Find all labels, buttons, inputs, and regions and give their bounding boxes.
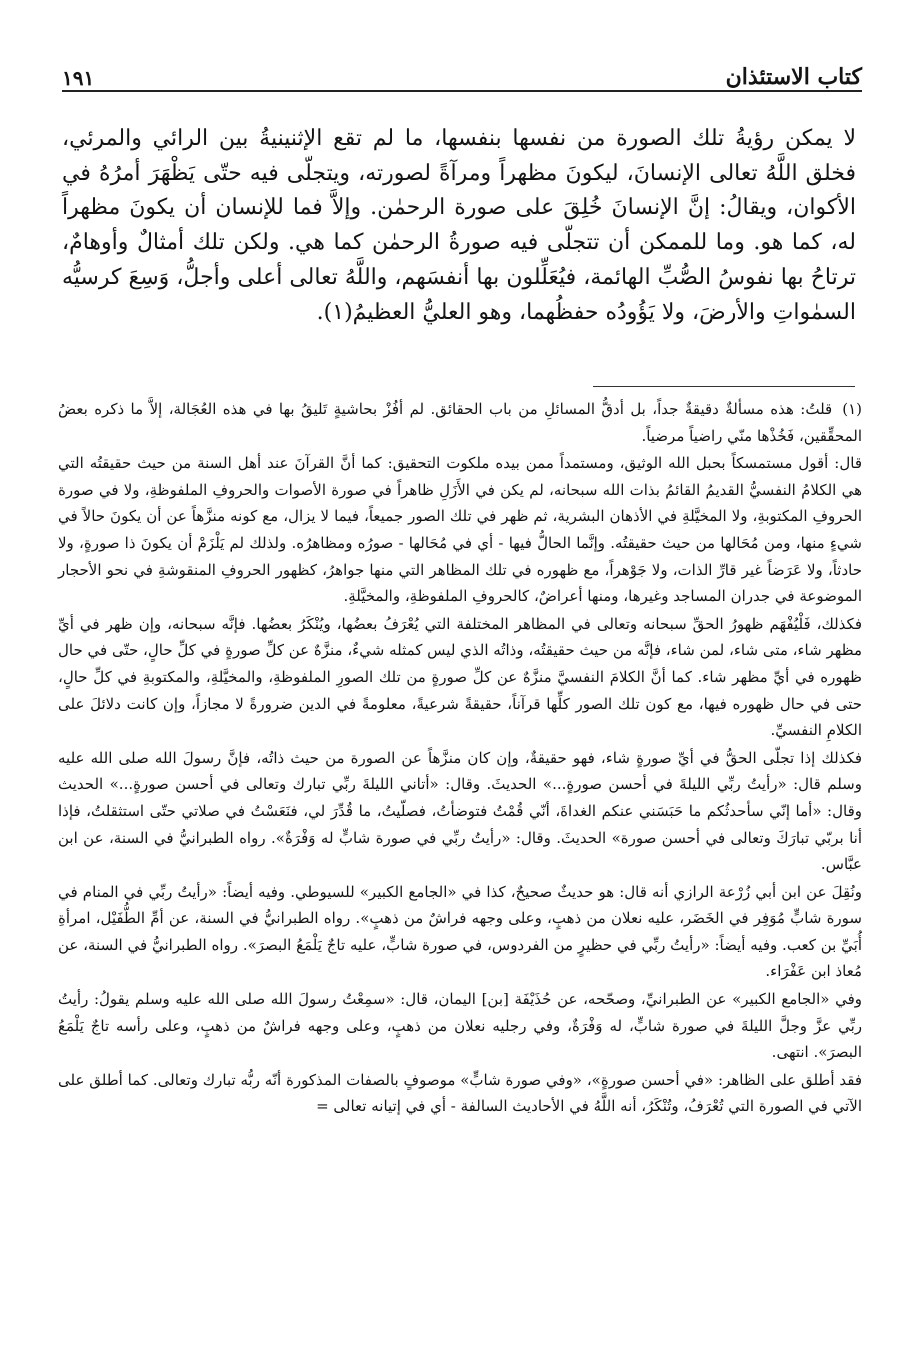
footnote-paragraph: وفي «الجامع الكبير» عن الطبرانيِّ، وصحّحه، عن حُذَيْفَة [بن] اليمان، قال: «سمِعْتُ رسولَ الله صلى الله عليه وسلم يقولُ: رأيتُ ربِّي عزَّ وجلَّ الليلةَ في صورة شابٍّ، له وَفْرَةٌ، وفي رجليه نعلان من ذهبٍ، وعلى وجهه فراشٌ من ذهبٍ، وعلى رأسه تاجٌ يَلْمَعُ البصرَ». انتهى. (58, 990, 862, 1062)
footnote-marker: (١) (842, 400, 862, 418)
footnotes-block (58, 396, 862, 1121)
main-paragraph: لا يمكن رؤيةُ تلك الصورة من نفسها بنفسها، ما لم تقع الإثنينيةُ بين الرائي والمرئي، فخلق اللَّهُ تعالى الإنسانَ، ليكونَ مظهراً ومرآةً لصورته، ويتجلّى فيه حتّى يَظْهَرَ أمرُهُ في الأكوان، ويقالُ: إنَّ الإنسانَ خُلِقَ على صورة الرحمٰن. وإلاَّ فما للإنسان أن يكونَ مظهراً له، كما هو. وما للممكن أن تتجلّى فيه صورةُ الرحمٰن كما هي. ولكن تلك أمثالٌ وأوهامٌ، ترتاحُ بها نفوسُ الصُّبِّ الهائمة، فيُعَلِّلون بها أنفسَهم، واللَّهُ تعالى أعلى وأجلُّ، وَسِعَ كرسيُّه السمٰواتِ والأرضَ، ولا يَؤُودُه حفظُهما، وهو العليُّ العظيمُ(١). (62, 126, 856, 325)
page-number: ١٩١ (62, 66, 95, 90)
footnote-paragraph: قال: أقول مستمسكاً بحبل الله الوثيق، ومستمداً ممن بيده ملكوت التحقيق: كما أنَّ القرآنَ عند أهل السنة من حيث حقيقتُه التي هي الكلامُ النفسيُّ القديمُ القائمُ بذات الله سبحانه، لم يكن في الأَزَلِ ظاهراً في صورة الأصوات والحروفِ الملفوظةِ، ولا في صورة الحروفِ المكتوبةِ، ولا المخيَّلةِ في الأذهان البشرية، ثم ظهر في تلك الصور جميعاً، فيما لا يزال، مع كونه منزَّهاً عن أن يكونَ حالاً في شيءٍ منها، ومن مُحَالها من حيث حقيقتُه. وإنَّما الحالُّ فيها - أي في مُحَالها - صورُه ومظاهرُه. ولذلك لم يَلْزَمْ أن يكونَ ذا صورةٍ، ولا حادثاً، ولا عَرَضاً غير قارِّ الذات، ولا جَوْهراً، مع ظهوره في تلك المظاهر التي منها جواهرُ، كظهور الحروفِ المنقوشةِ في نحو الأحجار الموضوعة في جدران المساجد وغيرها، ومنها أعراضٌ، كالحروفِ الملفوظةِ، والمخيَّلةِ. (58, 454, 862, 606)
main-text-block (62, 122, 856, 330)
footnote-paragraph: فكذلك، فَلْيُفْهَم ظهورُ الحقِّ سبحانه وتعالى في المظاهر المختلفة التي يُعْرَفُ بعضُها، ويُنْكَرُ بعضُها. فإنَّه سبحانه، وإن ظهر في أيِّ مظهر شاء، متى شاء، لمن شاء، فإنَّه من حيث حقيقتُه، وذاتُه الذي ليس كمثله شيءٌ، منزَّهٌ عن كلِّ صورةٍ في كلِّ حالٍ، حتّى في حال ظهوره في أيِّ مظهر شاء. كما أنَّ الكلامَ النفسيَّ منزَّهٌ عن كلِّ صورةٍ من تلك الصورِ الملفوظةِ، والمخيَّلةِ، والمكتوبةِ في كلِّ حالٍ، حتى في حال ظهوره فيها، مع كون تلك الصور كلِّها قرآناً، حقيقةً شرعيةً، معلومةً في الدين ضرورةً لا مجازاً، وإن كانت دلائلَ على الكلامِ النفسيِّ. (58, 614, 862, 740)
footnote-paragraph: فكذلك إذا تجلّى الحقُّ في أيِّ صورةٍ شاء، فهو حقيقةٌ، وإن كان منزَّهاً عن الصورة من حيث ذاتُه، فإنَّ رسولَ الله صلى الله عليه وسلم قال: «رأيتُ ربِّي الليلةَ في أحسن صورةٍ...» الحديثَ. وقال: «أتاني الليلةَ ربِّي تبارك وتعالى في أحسن صورةٍ...» الحديث وقال: «أما إنّي سأحدثُكم ما حَبَسَني عنكم الغداةَ، أنّي قُمْتُ فتوضأتُ، فصلّيتُ، ما قُدِّرَ لي، فنَعَسْتُ في صلاتي حتّى استثقلتُ، فإذا أنا بربّي تبارَكَ وتعالى في أحسن صورة» الحديثَ. وقال: «رأيتُ ربِّي في صورة شابٍّ له وَفْرَةٌ». رواه الطبرانيُّ في السنة، عن ابن عبَّاس. (58, 748, 862, 874)
page-header (62, 56, 862, 92)
footnote-paragraph: ونُقِلَ عن ابن أبي زُرْعة الرازي أنه قال: هو حديثٌ صحيحٌ، كذا في «الجامع الكبير» للسيوطي. وفيه أيضاً: «رأيتُ ربِّي في المنام في سورة شابٍّ مُوَفِر في الخَضَر، عليه نعلان من ذهبٍ، وعلى وجهه فراشٌ من ذهبٍ». رواه الطبرانيُّ في السنة، عن أمِّ الطُّفَيْل، امرأةِ أُبَيِّ بن كعب. وفيه أيضاً: «رأيتُ ربِّي في حظيرٍ من الفردوس، في صورة شابٍّ، عليه تاجٌ يَلْمَعُ البصرَ». رواه الطبرانيُّ في السنة، عن مُعاذ ابن عَفْرَاء. (58, 882, 862, 981)
footnote-paragraph (58, 396, 862, 449)
footnote-separator (593, 386, 855, 387)
footnote-paragraph: فقد أطلق على الظاهر: «في أحسن صورةٍ»، «وفي صورة شابٍّ» موصوفٍ بالصفات المذكورة أنّه ربُّه تبارك وتعالى. كما أطلق على الآتي في الصورة التي تُعْرَفُ، وتُنْكَرُ، أنه اللَّهُ في الأحاديث السالفة - أي في إتيانه تعالى = (58, 1070, 862, 1116)
chapter-title: كتاب الاستئذان (725, 64, 862, 90)
footnote-text: قلتُ: هذه مسألةٌ دقيقةٌ جداً، بل أدقُّ المسائلِ من باب الحقائق. لم أفُزْ بحاشيةٍ تَليقُ بها في هذه العُجَالة، إلاَّ ما ذكره بعضُ المحقِّقين، فَخُذْها منّي راضياً مرضياً. (58, 400, 862, 445)
